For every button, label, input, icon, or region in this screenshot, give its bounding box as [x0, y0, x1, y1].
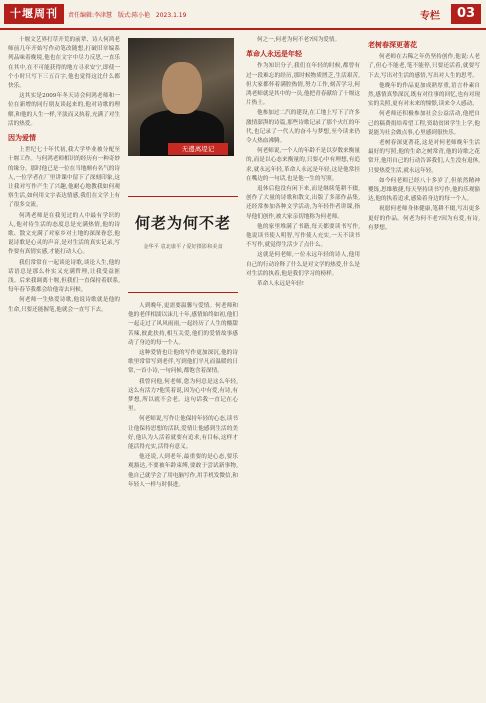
paragraph: 他参加过二汽的建设,在工地上写下了许多激情澎湃的诗篇,那些诗歌记录了那个火红的年代,也记录了一代人的奋斗与梦想,至今读来仍令人热血沸腾。 — [246, 110, 360, 145]
article-title: 何老为何不老 — [134, 214, 231, 232]
page-header — [0, 0, 486, 28]
paragraph: 我曾问他,何老师,您为何总是这么年轻,这么有活力?他笑着说,因为心中有爱,有诗,有梦想,所以就不会老。这句话我一直记在心里。 — [128, 378, 238, 413]
column-2 — [128, 302, 238, 696]
author-portrait-photo — [128, 38, 234, 156]
paragraph: 老树春深更著花,这是对何老师晚年生活最好的写照,他的生命之树常青,他的诗歌之花常开,他用自己的行动告诉我们,人生没有退休,只要热爱生活,就永远年轻。 — [368, 140, 480, 174]
subheading: 革命人永远是年轻 — [246, 50, 302, 59]
section-label: 专栏 — [420, 11, 440, 22]
paragraph: 何老师在古稀之年仍坚持创作,他说:人老了,但心不能老,笔不能停,只要还活着,就要写下去,写出对生活的感悟,写出对人生的思考。 — [368, 54, 480, 79]
subheading: 因为爱情 — [8, 134, 36, 143]
photo-tag: 无邊离堤记 — [168, 143, 228, 155]
editor-credit: 责任编辑:李津慧 — [68, 12, 113, 19]
issue-date: 2023.1.19 — [155, 12, 187, 19]
paragraph: 何老师一生热爱诗歌,他说诗歌就是他的生命,只要还能握笔,他就会一直写下去。 — [8, 297, 120, 313]
paragraph: 作为知识分子,我们在年轻的时候,都曾有过一段难忘的经历,那时候物质匮乏,生活艰苦,但大家都怀着满腔热情,努力工作,刻苦学习,何鸿老师就是其中的一员,他把青春献给了十堰这片热土。 — [246, 63, 360, 107]
paragraph: 这种爱情也让他的写作更加深沉,他的诗歌里常常写到老伴,写到他们平凡而温暖的日常,一首小诗,一句问候,都饱含着深情。 — [128, 350, 238, 375]
paragraph: 他还说,人到老年,最重要的是心态,要乐观豁达,不要被年龄束缚,要敢于尝试新事物,他自己就学会了用电脑写作,用手机发微信,和年轻人一样与时俱进。 — [128, 454, 238, 488]
portrait-face — [162, 62, 202, 114]
paragraph: 退休后他没有闲下来,而是继续笔耕不辍,创作了大量的诗歌和散文,出版了多部作品集,还经常参加各种文学活动,为年轻作者讲课,指导他们创作,被大家亲切地称为何老师。 — [246, 186, 360, 220]
paragraph: 何老师说,一个人的年龄不是以岁数来衡量的,而是以心态来衡量的,只要心中有理想,有追求,就永远年轻,革命人永远是年轻,这是他常挂在嘴边的一句话,也是他一生的写照。 — [246, 148, 360, 182]
paragraph: 他的家里堆满了书籍,每天都要读书写作,他说读书使人明智,写作使人充实,一天不读书不写作,就觉得生活少了点什么。 — [246, 223, 360, 249]
paragraph: 革命人永远是年轻! — [257, 281, 304, 288]
paragraph: 祝愿何老师身体健康,笔耕不辍,写出更多更好的作品。何老为何不老?因为有爱,有诗,有梦想。 — [368, 206, 480, 231]
header-rule — [0, 28, 486, 30]
paragraph: 我们常常在一起谈论诗歌,谈论人生,他的话语总是那么朴实又充满哲理,让我受益匪浅。后来我调离十堰,但我们一直保持着联系,每年春节我都会给他寄去问候。 — [8, 259, 120, 294]
paragraph: 这其实是2009年冬天诗会何鸿老师和一位在新增的同行朋友谈起来的,他对诗歌的理解,和他的人生一样,平淡而又执着,充满了对生活的热爱。 — [8, 93, 120, 127]
paragraph: 何鸿老师是在我见过的人中最有学识的人,他对待生活的态度总是充满热情,他的诗歌、散文充满了对家乡对土地的深深眷恋,他说诗歌是心灵的声音,是对生活的真实记录,写作要有真情实感,才能打动人心。 — [8, 212, 120, 256]
header-meta — [68, 10, 190, 19]
paragraph: 何之一,何老为何不老?因为爱情。 — [257, 37, 341, 43]
paragraph: 他晚年的作品更加成熟厚重,语言朴素自然,感情真挚深沉,既有对往事的回忆,也有对现实的关照,更有对未来的憧憬,读来令人感动。 — [368, 82, 480, 108]
article-title-block — [128, 196, 238, 290]
paragraph: 十堰文艺界打草开荒的前辈、诗人何鸿老师前几年开始写作动笔改随想,打破旧章编系列品味着晚境,他也在文字中尽力反思,一直乐在其中,在不可能获得的地方寻求安宁,即使一个小时只写下三五百字,他也觉得这比什么都快乐。 — [8, 37, 120, 90]
column-1 — [8, 36, 120, 696]
paragraph: 人到晚年,更需要温馨与爱情。何老师和他的老伴相濡以沫几十年,感情始终如初,他们一起走过了风风雨雨,一起经历了人生的酸甜苦辣,彼此扶持,相互关爱,他们的爱情故事感动了身边的每一个人。 — [128, 303, 238, 346]
paragraph: 这就是何老师,一位永远年轻的诗人,他用自己的行动诠释了什么是对文学的热爱,什么是对生活的执着,他是我们学习的榜样。 — [246, 252, 360, 277]
masthead-logo: 十堰周刊 — [4, 4, 64, 24]
paragraph: 何老师说,写作让他保持年轻的心态,读书让他保持思想的活跃,爱情让他感到生活的美好,他认为人活着就要有追求,有目标,这样才能活得充实,活得有意义。 — [128, 416, 238, 451]
page-number: 03 — [451, 4, 481, 24]
title-rule-bottom — [128, 292, 238, 293]
paragraph: 何老师还积极参加社会公益活动,他把自己的稿费捐给希望工程,资助贫困学生上学,他说能为社会做点事,心里感到很快乐。 — [368, 111, 480, 136]
column-4 — [368, 36, 480, 696]
column-3 — [246, 36, 360, 696]
article-byline: 金华平 袁北康平 / 爱好摄影和美食 — [143, 244, 223, 250]
paragraph: 上世纪七十年代初,我大学毕业被分配至十堰工作。与何鸿老师相识的经历有一种奇妙的缘分。那时他已是一位在当地颇有名气的诗人,一位学者在厂里讲课中留下了深刻印象,这让我对写作产生了兴趣,他耐心地教我如何观察生活,如何用文字表达情感,我们在文学上有了很多交流。 — [8, 147, 120, 209]
layout-credit: 版式:陈小艳 — [117, 12, 150, 19]
subheading: 老树春深更著花 — [368, 41, 417, 49]
paragraph: 如今何老师已经八十多岁了,但依然精神矍铄,思维敏捷,每天坚持读书写作,他的乐观豁达,他的执着追求,感染着身边的每一个人。 — [368, 177, 480, 203]
